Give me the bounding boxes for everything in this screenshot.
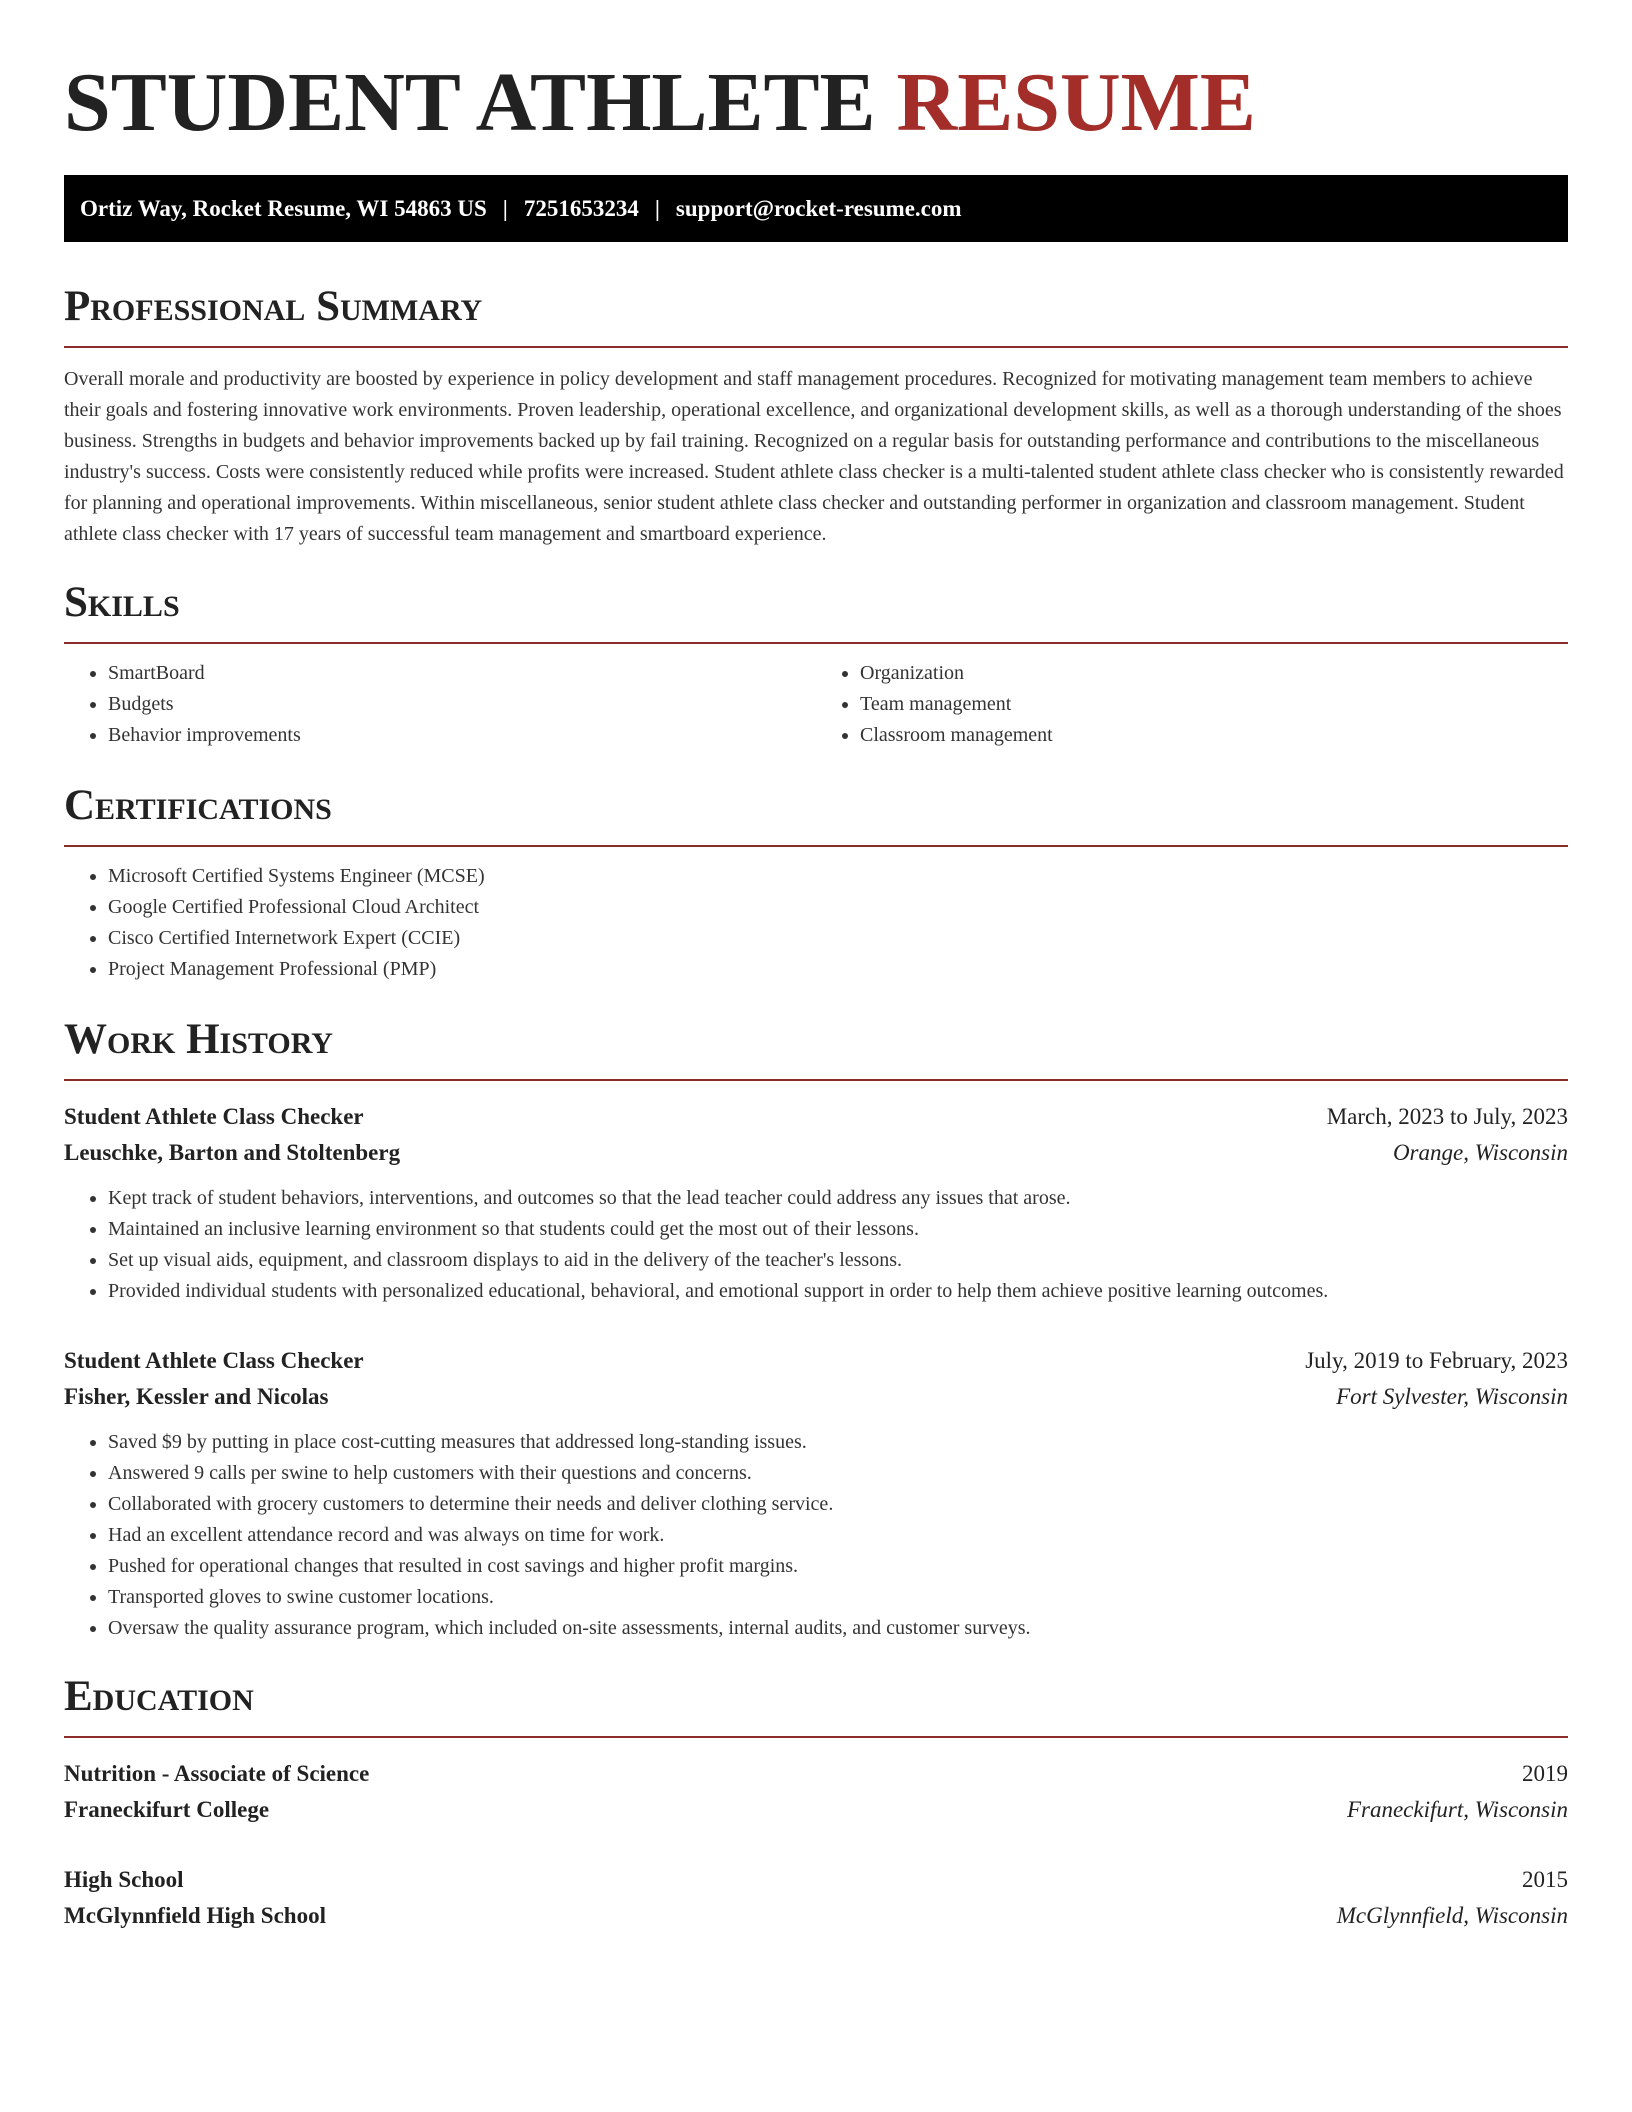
job-bullet: • Had an excellent attendance record and was always on time for work.	[108, 1520, 1568, 1551]
certification-item: • Cisco Certified Internetwork Expert (CCIE)	[108, 923, 1568, 954]
education-location: Franeckifurt, Wisconsin	[1346, 1797, 1568, 1822]
education-degree: Nutrition - Associate of Science	[64, 1761, 370, 1786]
job-title: Student Athlete Class Checker	[64, 1104, 364, 1129]
skill-item: • Behavior improvements	[108, 720, 816, 751]
contact-email: support@rocket-resume.com	[675, 195, 962, 221]
skill-item: • SmartBoard	[108, 658, 816, 689]
job-bullet: • Oversaw the quality assurance program, which included on-site assessments, internal audits, and customer surveys.	[108, 1613, 1568, 1644]
job-company: Fisher, Kessler and Nicolas	[64, 1384, 329, 1409]
job-bullet: • Pushed for operational changes that resulted in cost savings and higher profit margins.	[108, 1551, 1568, 1582]
certifications-section	[64, 781, 1568, 985]
skills-list-right	[816, 658, 1568, 751]
job-bullets	[64, 1183, 1568, 1307]
contact-phone: 7251653234	[523, 195, 639, 221]
certification-item: • Google Certified Professional Cloud Architect	[108, 892, 1568, 923]
job-bullet: • Collaborated with grocery customers to determine their needs and deliver clothing service.	[108, 1489, 1568, 1520]
certification-item: • Microsoft Certified Systems Engineer (MCSE)	[108, 861, 1568, 892]
job-entry	[64, 1343, 1568, 1644]
job-bullet: • Answered 9 calls per swine to help customers with their questions and concerns.	[108, 1458, 1568, 1489]
summary-heading: Professional Summary	[64, 282, 1568, 348]
job-dates: July, 2019 to February, 2023	[1305, 1348, 1568, 1373]
skill-item: • Organization	[860, 658, 1568, 689]
work-section	[64, 1015, 1568, 1644]
certifications-list	[64, 861, 1568, 985]
summary-text: Overall morale and productivity are boosted by experience in policy development and staff management procedures. Recognized for motivating management team members to achieve their goals and fostering innovative work environments. Proven leadership, operational excellence, and organizational development skills, as well as a thorough understanding of the shoes business. Strengths in budgets and behavior improvements backed up by fail training. Recognized on a regular basis for outstanding performance and contributions to the miscellaneous industry's success. Costs were consistently reduced while profits were increased. Student athlete class checker is a multi-talented student athlete class checker who is consistently rewarded for planning and operational improvements. Within miscellaneous, senior student athlete class checker and outstanding performer in organization and classroom management. Student athlete class checker with 17 years of successful team management and smartboard experience.	[64, 368, 1564, 545]
education-heading: Education	[64, 1672, 1568, 1738]
contact-bar	[64, 175, 1568, 242]
job-entry	[64, 1099, 1568, 1307]
job-bullet: • Provided individual students with personalized educational, behavioral, and emotional support in order to help them achieve positive learning outcomes.	[108, 1276, 1568, 1307]
job-bullet: • Maintained an inclusive learning environment so that students could get the most out of their lessons.	[108, 1214, 1568, 1245]
job-bullet: • Kept track of student behaviors, interventions, and outcomes so that the lead teacher could address any issues that arose.	[108, 1183, 1568, 1214]
contact-address: Ortiz Way, Rocket Resume, WI 54863 US	[80, 195, 487, 221]
job-bullets	[64, 1427, 1568, 1644]
education-section	[64, 1672, 1568, 1934]
job-dates: March, 2023 to July, 2023	[1326, 1104, 1568, 1129]
skills-list-left	[64, 658, 816, 751]
skill-item: • Team management	[860, 689, 1568, 720]
skills-section	[64, 578, 1568, 751]
title-main: STUDENT ATHLETE	[64, 56, 876, 149]
job-bullet: • Set up visual aids, equipment, and classroom displays to aid in the delivery of the teacher's lessons.	[108, 1245, 1568, 1276]
work-heading: Work History	[64, 1015, 1568, 1081]
title-accent: RESUME	[896, 56, 1256, 149]
education-location: McGlynnfield, Wisconsin	[1336, 1903, 1568, 1928]
education-entry	[64, 1862, 1568, 1934]
skills-heading: Skills	[64, 578, 1568, 644]
contact-separator: |	[502, 195, 508, 221]
skill-item: • Budgets	[108, 689, 816, 720]
job-bullet: • Transported gloves to swine customer locations.	[108, 1582, 1568, 1613]
education-entry	[64, 1756, 1568, 1828]
skill-item: • Classroom management	[860, 720, 1568, 751]
job-company: Leuschke, Barton and Stoltenberg	[64, 1140, 401, 1165]
certification-item: • Project Management Professional (PMP)	[108, 954, 1568, 985]
job-location: Fort Sylvester, Wisconsin	[1336, 1384, 1568, 1409]
education-school: Franeckifurt College	[64, 1797, 270, 1822]
education-year: 2019	[1522, 1761, 1568, 1786]
summary-section	[64, 282, 1568, 550]
education-year: 2015	[1522, 1867, 1568, 1892]
resume-title	[64, 55, 1568, 151]
job-bullet: • Saved $9 by putting in place cost-cutting measures that addressed long-standing issues.	[108, 1427, 1568, 1458]
certifications-heading: Certifications	[64, 781, 1568, 847]
education-degree: High School	[64, 1867, 184, 1892]
skills-grid	[64, 658, 1568, 751]
contact-separator: |	[654, 195, 660, 221]
education-school: McGlynnfield High School	[64, 1903, 326, 1928]
job-location: Orange, Wisconsin	[1392, 1140, 1568, 1165]
job-title: Student Athlete Class Checker	[64, 1348, 364, 1373]
